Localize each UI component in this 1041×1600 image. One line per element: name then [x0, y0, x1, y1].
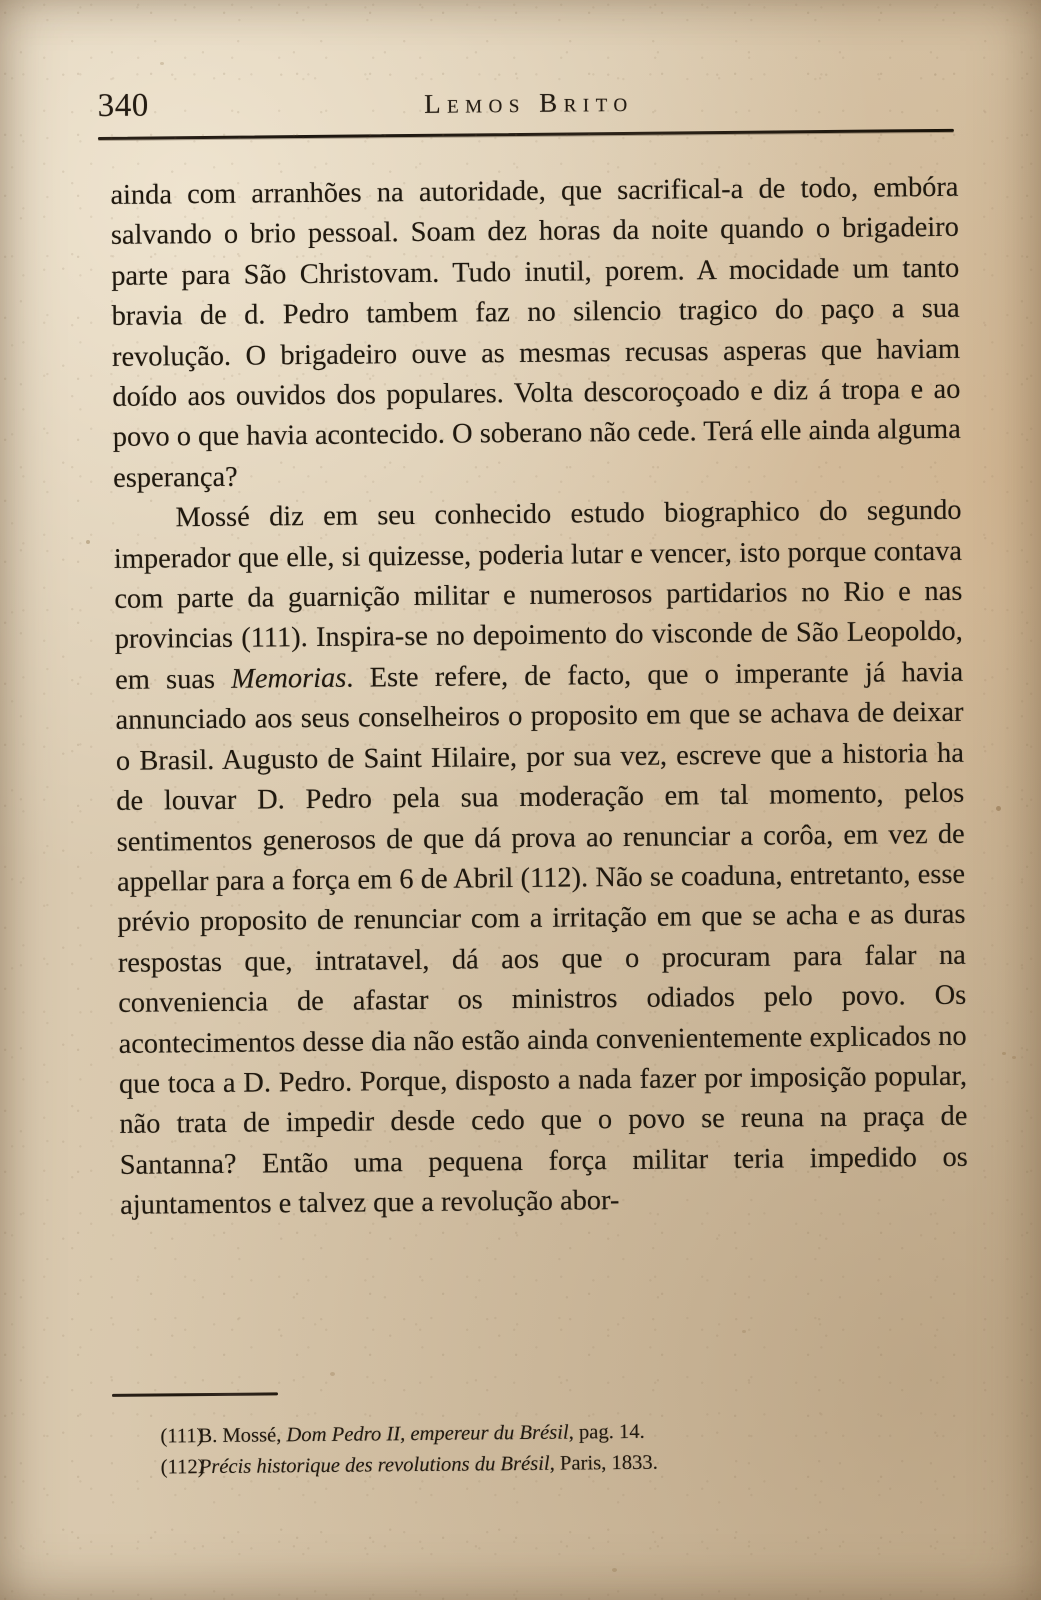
paragraph-mosse [113, 491, 968, 1226]
book-title-memorias: Memorias [231, 662, 347, 695]
footnote-112-title: Précis historique des revolutions du Brésil [198, 1452, 550, 1479]
footnote-111-part-1: B. Mossé, [198, 1424, 287, 1448]
paragraph-continued: ainda com arranhões na autoridade, que sacrifical-a de todo, embóra salvando o brio pessoal. Soam dez horas da noite quando o brigadeiro parte para São Christovam. Tudo inutil, porem. A mocidade um tanto bravia de d. Pedro tambem faz no silencio tragico do paço a sua revolução. O brigadeiro ouve as mesmas recusas asperas que haviam doído aos ouvidos dos populares. Volta descoroçoado e diz á tropa e ao povo o que havia acontecido. O soberano não cede. Terá elle ainda alguma esperança? [110, 171, 961, 494]
footnote-111-title: Dom Pedro II, empereur du Brésil [286, 1421, 569, 1447]
footnote-112-part-2: , Paris, 1833. [549, 1451, 658, 1475]
running-head-block [97, 80, 953, 134]
page-number: 340 [97, 87, 150, 125]
footnote-111-marker: (111) [160, 1425, 204, 1448]
paragraph-mosse-part-1: Mossé diz em seu conhecido estudo biographico do segundo imperador que elle, si quizesse, poderia lutar e vencer, isto porque contava com parte da guarnição militar e numerosos partidarios no Rio e nas provincias (111). Inspira-se no depoimento do visconde de São Leopoldo, em suas [113, 495, 963, 696]
footnote-divider-rule [112, 1392, 278, 1397]
body-text [110, 168, 968, 1227]
footnote-block [122, 1414, 979, 1484]
running-head-title: Lemos Brito [423, 86, 634, 119]
footnote-111-part-2: , pag. 14. [568, 1420, 645, 1444]
footnote-112-marker: (112) [160, 1456, 205, 1479]
paragraph-mosse-part-2: . Este refere, de facto, que o imperante já havia annunciado aos seus conselheiros o proposito em que se achava de deixar o Brasil. Augusto de Saint Hilaire, por sua vez, escreve que a historia ha de louvar D. Pedro pela sua moderação em tal momento, pelos sentimentos generosos de que dá prova ao renunciar a corôa, em vez de appellar para a força em 6 de Abril (112). Não se coaduna, entretanto, esse prévio proposito de renunciar com a irritação em que se acha e as duras respostas que, intratavel, dá aos que o procuram para falar na conveniencia de afastar os ministros odiados pelo povo. Os acontecimentos desse dia não estão ainda convenientemente explicados no que toca a D. Pedro. Porque, disposto a nada fazer por imposição popular, não trata de impedir desde cedo que o povo se reuna na praça de Santanna? Então uma pequena força militar teria impedido os ajuntamentos e talvez que a revolução abor- [115, 656, 968, 1222]
